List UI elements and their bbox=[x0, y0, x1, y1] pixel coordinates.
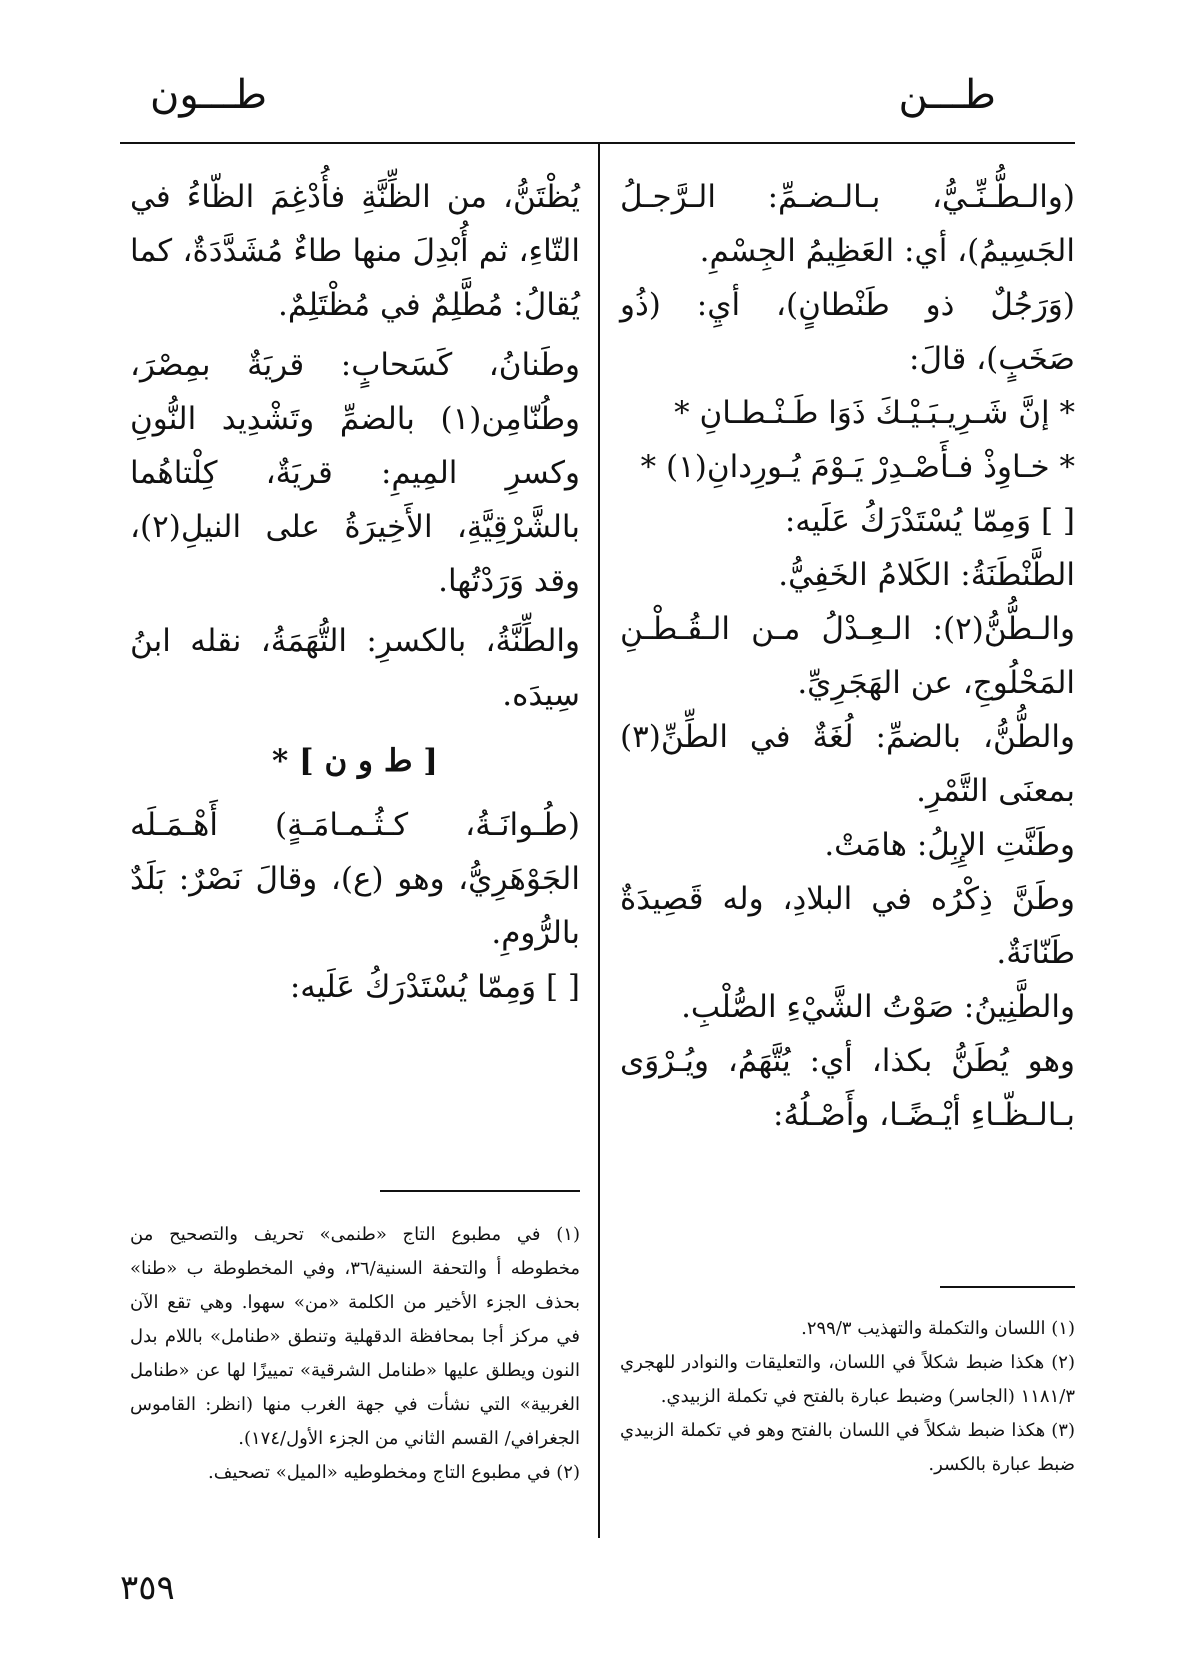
footnotes-left bbox=[130, 1218, 580, 1490]
verse-line: * إنَّ شَـرِيـبَـيْـكَ ذَوَا طَـنْـطـانِ * bbox=[674, 395, 1075, 431]
running-header-left: طـــون bbox=[150, 72, 268, 118]
entry-paragraph: والطِّنَّةُ، بالكسرِ: التُّهَمَةُ، نقله ابنُ سِيدَه. bbox=[130, 623, 580, 713]
entry-paragraph: (طُـوانَـةُ، كـثُـمـامَـةٍ) أَهْـمَـلَه الجَوْهَرِيُّ، وهو (ع)، وقالَ نَصْرٌ: بَلَدٌ بالرُّومِ. bbox=[130, 807, 580, 951]
right-column bbox=[620, 170, 1075, 1142]
running-header-right: طـــن bbox=[898, 72, 996, 118]
footnotes-right bbox=[620, 1312, 1075, 1482]
footnote-rule-right bbox=[940, 1286, 1075, 1288]
entry-paragraph: وهو يُطَنُّ بكذا، أي: يُتَّهَمُ، ويُـرْوَى بـالـظّـاءِ أيْـضًـا، وأَصْـلُهُ: bbox=[620, 1043, 1075, 1133]
addendum-marker: [ ] وَمِمّا يُسْتَدْرَكُ عَلَيه: bbox=[784, 503, 1075, 539]
page-number: ٣٥٩ bbox=[120, 1568, 175, 1608]
footnote: (٢) هكذا ضبط شكلاً في اللسان، والتعليقات والنوادر للهجري ١١٨١/٣ (الجاسر) وضبط عبارة بالفتح في تكملة الزبيدي. bbox=[620, 1352, 1075, 1407]
addendum-marker: [ ] وَمِمّا يُسْتَدْرَكُ عَلَيه: bbox=[289, 969, 580, 1005]
entry-paragraph: والطُّنُّ، بالضمِّ: لُغَةٌ في الطِّنِّ(٣) بمعنَى التَّمْرِ. bbox=[620, 719, 1075, 809]
verse-line: * خـاوِذْ فـأَصْـدِرْ يَـوْمَ يُـورِدانِ(١) * bbox=[640, 449, 1075, 485]
entry-paragraph: والـطُّنُّ(٢): الـعِـدْلُ مـن الـقُـطْـنِ المَحْلُوجِ، عن الهَجَرِيِّ. bbox=[620, 611, 1075, 701]
entry-paragraph: والطَّنِينُ: صَوْتُ الشَّيْءِ الصُّلْبِ. bbox=[681, 989, 1075, 1025]
column-divider bbox=[598, 143, 600, 1538]
entry-paragraph: وطَنَّتِ الإِبِلُ: هامَتْ. bbox=[824, 827, 1075, 863]
footnote: (٢) في مطبوع التاج ومخطوطيه «الميل» تصحيف. bbox=[208, 1462, 580, 1483]
entry-paragraph: يُظْتَنُّ، من الظِّنَّةِ فأُدْغِمَ الظّاءُ في التّاءِ، ثم أُبْدِلَ منها طاءٌ مُشَدَّدَةٌ، كما يُقالُ: مُطَّلِمٌ في مُظْتَلِمٌ. bbox=[130, 179, 580, 323]
entry-paragraph: (والـطُّـنِّـيُّ، بـالـضـمِّ: الـرَّجـلُ الجَسِيمُ)، أي: العَظِيمُ الجِسْمِ. bbox=[620, 179, 1075, 269]
section-heading: [ ط و ن ] * bbox=[272, 743, 438, 779]
footnote: (١) في مطبوع التاج «طنمى» تحريف والتصحيح من مخطوطه أ والتحفة السنية/٣٦، وفي المخطوطة ب «طنا» بحذف الجزء الأخير من الكلمة «من» سهوا. وهي تقع الآن في مركز أجا بمحافظة الدقهلية وتنطق «طنامل» باللام بدل النون ويطلق عليها «طنامل الشرقية» تمييزًا لها عن «طنامل الغربية» التي نشأت في جهة الغرب منها (انظر: القاموس الجغرافي/ القسم الثاني من الجزء الأول/١٧٤). bbox=[130, 1224, 580, 1449]
left-column bbox=[130, 170, 580, 1014]
entry-paragraph: الطَّنْطَنَةُ: الكَلامُ الخَفِيُّ. bbox=[778, 557, 1075, 593]
footnote: (٣) هكذا ضبط شكلاً في اللسان بالفتح وهو في تكملة الزبيدي ضبط عبارة بالكسر. bbox=[620, 1420, 1075, 1475]
footnote-rule-left bbox=[380, 1190, 580, 1192]
entry-paragraph: وطَنَّ ذِكْرُه في البلادِ، وله قَصِيدَةٌ طَنّانَةٌ. bbox=[620, 881, 1075, 971]
entry-paragraph: وطَنانُ، كَسَحابٍ: قريَةٌ بمِصْرَ، وطُنّامِن(١) بالضمِّ وتَشْدِيد النُّونِ وكسرِ المِيمِ: قريَةٌ، كِلْتاهُما بالشَّرْقِيَّةِ، الأَخِيرَةُ على النيلِ(٢)، وقد وَرَدْتُها. bbox=[130, 347, 580, 599]
entry-paragraph: (وَرَجُلٌ ذو طَنْطانٍ)، أيِ: (ذُو صَخَبٍ)، قالَ: bbox=[620, 287, 1075, 377]
footnote: (١) اللسان والتكملة والتهذيب ٢٩٩/٣. bbox=[801, 1318, 1075, 1339]
